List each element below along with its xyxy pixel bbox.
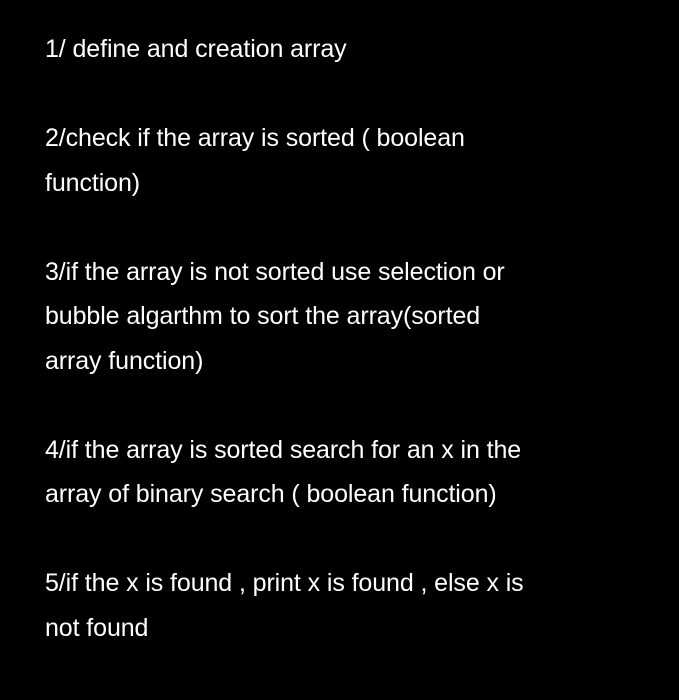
step-1-text: 1/ define and creation array	[45, 35, 347, 63]
step-4-text: 4/if the array is sorted search for an x in the array of binary search ( boolean function)	[45, 435, 522, 508]
step-2-text: 2/check if the array is sorted ( boolean function)	[45, 124, 465, 197]
step-5-text: 5/if the x is found , print x is found , else x is not found	[45, 569, 524, 642]
step-3-text: 3/if the array is not sorted use selection or bubble algarthm to sort the array(sorted array function)	[45, 257, 505, 375]
note-text-block	[45, 27, 645, 650]
